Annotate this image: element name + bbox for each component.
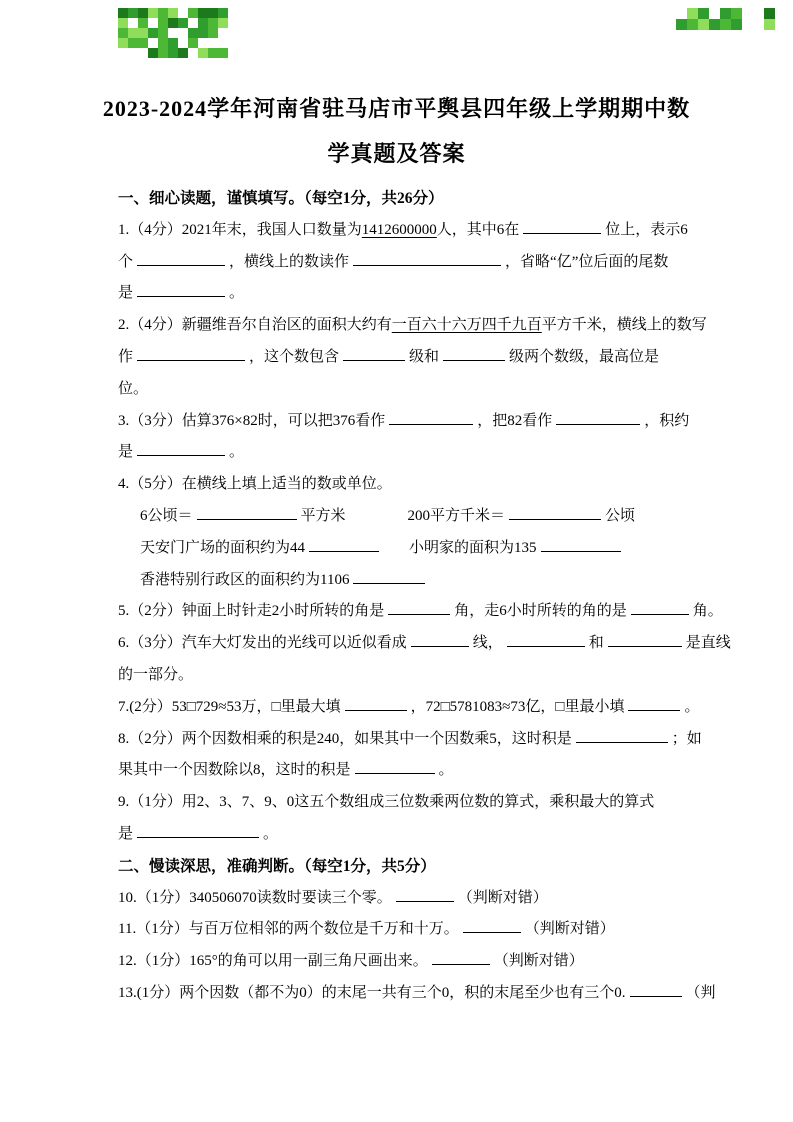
text-run: ；如 — [671, 730, 702, 747]
text-run: 果其中一个因数除以8，这时的积是 — [118, 762, 351, 779]
answer-blank — [197, 506, 297, 520]
text-run: ，72□5781083≈73亿，□里最小填 — [410, 698, 625, 715]
question-line — [118, 787, 718, 819]
watermark-pixel — [158, 28, 168, 38]
watermark-pixel — [764, 19, 775, 30]
watermark-pixel — [198, 28, 208, 38]
green-watermark-left — [118, 8, 228, 58]
answer-blank — [353, 570, 425, 584]
watermark-pixel — [118, 28, 128, 38]
answer-blank — [396, 888, 454, 902]
watermark-pixel — [720, 19, 731, 30]
answer-blank — [355, 760, 435, 774]
question-line — [118, 596, 723, 628]
question-line — [118, 755, 718, 787]
text-run: 11.（1分）与百万位相邻的两个数位是千万和十万。 — [118, 921, 459, 938]
text-run: 一、细心读题，谨慎填写。（每空1分，共26分） — [118, 190, 444, 207]
watermark-pixel — [676, 19, 687, 30]
watermark-pixel — [687, 8, 698, 19]
text-run: 公顷 — [605, 507, 636, 524]
answer-blank — [389, 411, 473, 425]
answer-blank — [463, 919, 521, 933]
question-line — [118, 469, 718, 501]
question-line — [118, 946, 718, 978]
answer-blank — [345, 697, 407, 711]
text-run: ，积约 — [644, 412, 690, 429]
watermark-pixel — [138, 28, 148, 38]
answer-blank — [443, 347, 505, 361]
watermark-pixel — [178, 18, 188, 28]
text-run: 2.（4分）新疆维吾尔自治区的面积大约有 — [118, 317, 392, 334]
watermark-pixel — [764, 8, 775, 19]
text-run: 香港特别行政区的面积约为1106 — [140, 571, 350, 588]
watermark-pixel — [118, 18, 128, 28]
watermark-pixel — [178, 48, 188, 58]
text-run: 9.（1分）用2、3、7、9、0这五个数组成三位数乘两位数的算式，乘积最大的算式 — [118, 794, 655, 811]
watermark-pixel — [218, 8, 228, 18]
text-run: 是 — [118, 285, 134, 302]
text-run: 5.（2分）钟面上时针走2小时所转的角是 — [118, 603, 385, 620]
answer-blank — [576, 729, 668, 743]
question-line — [118, 660, 718, 692]
watermark-pixel — [720, 8, 731, 19]
question-line — [118, 978, 718, 1010]
text-run: 4.（5分）在横线上填上适当的数或单位。 — [118, 476, 392, 493]
watermark-pixel — [158, 48, 168, 58]
watermark-pixel — [208, 28, 218, 38]
watermark-pixel — [198, 18, 208, 28]
document-title — [60, 86, 733, 176]
watermark-pixel — [128, 8, 138, 18]
text-run: 平方米 — [300, 507, 346, 524]
answer-blank — [608, 633, 682, 647]
text-run: 10.（1分）340506070读数时要读三个零。 — [118, 889, 392, 906]
answer-blank — [556, 411, 640, 425]
text-run: 角。 — [692, 603, 723, 620]
text-run: 位。 — [118, 380, 149, 397]
watermark-pixel — [208, 18, 218, 28]
watermark-pixel — [687, 19, 698, 30]
watermark-pixel — [168, 8, 178, 18]
watermark-pixel — [158, 18, 168, 28]
text-run: 平方千米，横线上的数写 — [541, 317, 707, 334]
question-line — [118, 628, 731, 660]
answer-blank — [388, 601, 450, 615]
text-run: 7.(2分）53□729≈53万，□里最大填 — [118, 698, 341, 715]
watermark-pixel — [208, 48, 218, 58]
question-line — [118, 724, 718, 756]
answer-blank — [137, 824, 259, 838]
text-run: 1.（4分）2021年末，我国人口数量为 — [118, 221, 362, 238]
text-run: 人，其中6在 — [436, 221, 520, 238]
watermark-pixel — [709, 19, 720, 30]
question-line — [118, 374, 718, 406]
section-heading — [118, 183, 718, 215]
question-line — [118, 310, 718, 342]
text-run: 200平方千米＝ — [407, 507, 506, 524]
watermark-pixel — [218, 18, 228, 28]
text-run: 级两个数级，最高位是 — [509, 348, 660, 365]
watermark-pixel — [698, 19, 709, 30]
watermark-pixel — [118, 8, 128, 18]
watermark-pixel — [168, 48, 178, 58]
watermark-pixel — [148, 8, 158, 18]
text-run: 。 — [229, 444, 245, 461]
question-line — [118, 342, 718, 374]
text-run: 角，走6小时所转的角的是 — [454, 603, 627, 620]
watermark-pixel — [138, 8, 148, 18]
text-run: （判断对错） — [493, 953, 584, 970]
question-line — [118, 215, 718, 247]
answer-blank — [631, 601, 689, 615]
watermark-pixel — [188, 28, 198, 38]
watermark-pixel — [118, 38, 128, 48]
text-run: 3.（3分）估算376×82时，可以把376看作 — [118, 412, 386, 429]
answer-blank — [432, 951, 490, 965]
text-run: 个 — [118, 253, 134, 270]
watermark-pixel — [128, 38, 138, 48]
text-run: 13.(1分）两个因数（都不为0）的末尾一共有三个0，积的末尾至少也有三个0. — [118, 984, 626, 1001]
question-line — [118, 278, 718, 310]
text-run: 8.（2分）两个因数相乘的积是240，如果其中一个因数乘5，这时积是 — [118, 730, 572, 747]
text-run: 6.（3分）汽车大灯发出的光线可以近似看成 — [118, 635, 407, 652]
question-line — [118, 437, 718, 469]
watermark-pixel — [188, 8, 198, 18]
watermark-pixel — [128, 28, 138, 38]
watermark-pixel — [138, 38, 148, 48]
question-line — [118, 883, 718, 915]
title-line-1: 2023-2024学年河南省驻马店市平舆县四年级上学期期中数 — [102, 96, 691, 121]
question-line — [118, 565, 718, 597]
answer-blank — [507, 633, 585, 647]
answer-blank — [523, 220, 601, 234]
watermark-pixel — [698, 8, 709, 19]
text-run: 线， — [472, 635, 503, 652]
watermark-pixel — [198, 48, 208, 58]
text-run: 作 — [118, 348, 134, 365]
text-run: （判断对错） — [524, 921, 615, 938]
underlined-text: 一百六十六万四千九百 — [391, 317, 542, 334]
text-run: 是直线 — [685, 635, 731, 652]
text-run: ，这个数包含 — [249, 348, 340, 365]
watermark-pixel — [138, 18, 148, 28]
text-run: 12.（1分）165°的角可以用一副三角尺画出来。 — [118, 953, 428, 970]
green-watermark-right — [676, 8, 775, 32]
text-run: ，把82看作 — [477, 412, 553, 429]
text-run: 和 — [588, 635, 604, 652]
watermark-pixel — [158, 38, 168, 48]
answer-blank — [137, 283, 225, 297]
question-line — [118, 406, 718, 438]
answer-blank — [137, 252, 225, 266]
text-run: 。 — [229, 285, 245, 302]
watermark-pixel — [148, 28, 158, 38]
text-run: 。 — [684, 698, 700, 715]
answer-blank — [137, 442, 225, 456]
section-heading — [118, 851, 718, 883]
question-line — [118, 247, 718, 279]
text-run: 的一部分。 — [118, 666, 194, 683]
document-body — [118, 183, 731, 1010]
text-run: 是 — [118, 444, 134, 461]
text-run: 。 — [263, 825, 279, 842]
text-run: （判断对错） — [457, 889, 548, 906]
answer-blank — [509, 506, 601, 520]
question-line — [118, 914, 718, 946]
question-line — [118, 533, 718, 565]
text-run: ，省略“亿”位后面的尾数 — [505, 253, 669, 270]
watermark-pixel — [731, 19, 742, 30]
watermark-pixel — [158, 8, 168, 18]
text-run: 6公顷＝ — [140, 507, 193, 524]
title-line-2: 学真题及答案 — [327, 141, 466, 166]
question-line — [118, 692, 718, 724]
text-run: 天安门广场的面积约为44 — [140, 539, 306, 556]
answer-blank — [630, 983, 682, 997]
watermark-pixel — [168, 38, 178, 48]
text-run: 。 — [438, 762, 454, 779]
watermark-pixel — [148, 48, 158, 58]
text-run: ，横线上的数读作 — [229, 253, 350, 270]
watermark-pixel — [208, 8, 218, 18]
answer-blank — [411, 633, 469, 647]
text-run: 是 — [118, 825, 134, 842]
question-line — [118, 819, 718, 851]
answer-blank — [541, 538, 621, 552]
text-run: 位上，表示6 — [605, 221, 688, 238]
underlined-text: 1412600000 — [361, 221, 437, 238]
watermark-pixel — [731, 8, 742, 19]
answer-blank — [137, 347, 245, 361]
answer-blank — [309, 538, 379, 552]
text-run: 二、慢读深思，准确判断。（每空1分，共5分） — [118, 857, 436, 875]
question-line — [118, 501, 718, 533]
text-run: 小明家的面积为135 — [409, 539, 537, 556]
watermark-pixel — [218, 48, 228, 58]
watermark-pixel — [188, 38, 198, 48]
text-run: 级和 — [409, 348, 440, 365]
answer-blank — [343, 347, 405, 361]
answer-blank — [353, 252, 501, 266]
answer-blank — [628, 697, 680, 711]
watermark-pixel — [198, 8, 208, 18]
watermark-pixel — [168, 18, 178, 28]
text-run: （判 — [685, 984, 716, 1001]
